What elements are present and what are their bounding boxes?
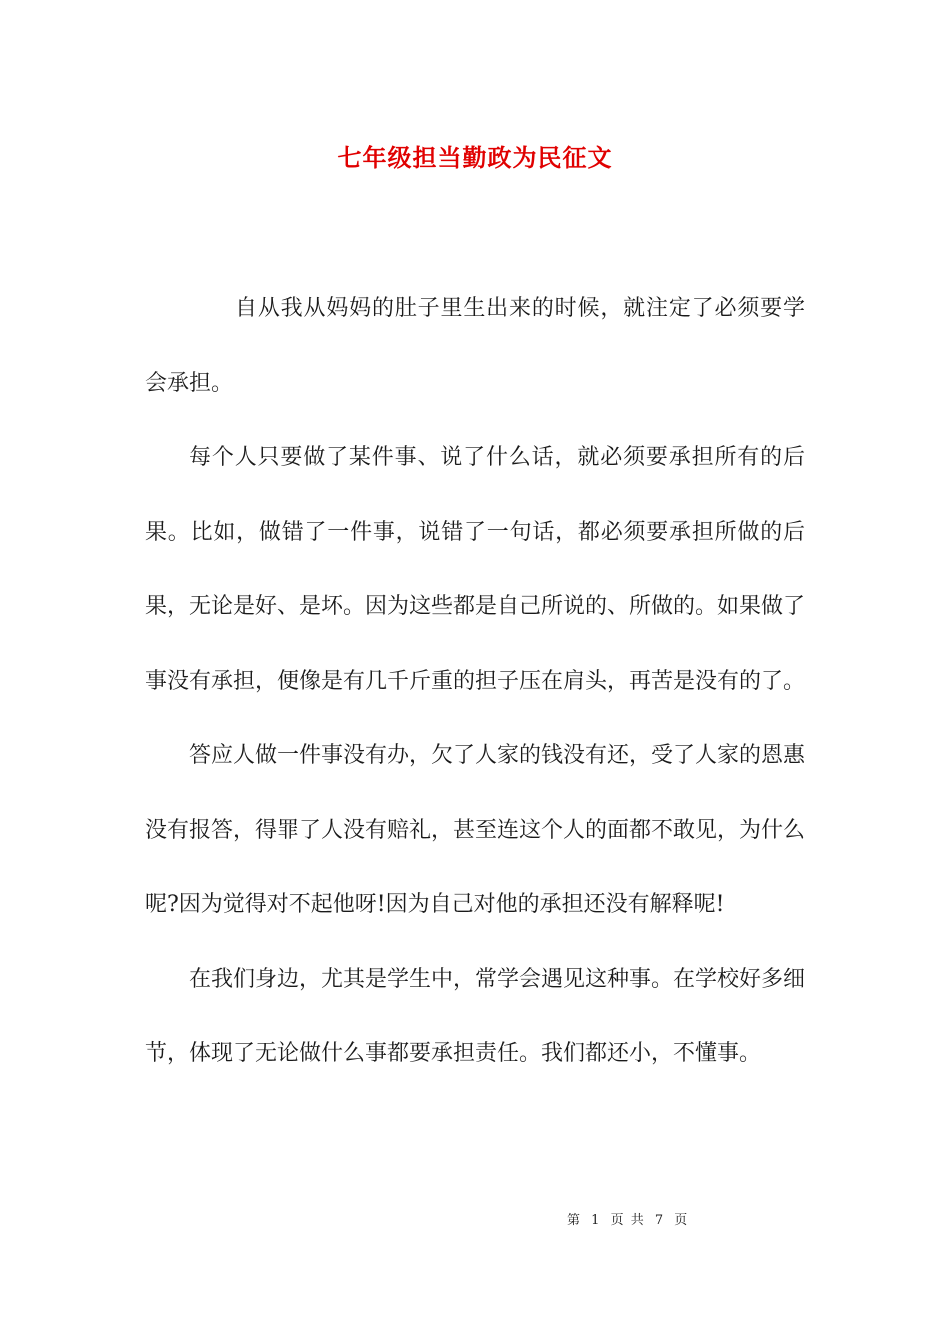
footer-middle: 页 共 bbox=[610, 1213, 644, 1228]
page-number-footer bbox=[565, 1209, 689, 1228]
footer-current-page: 1 bbox=[591, 1213, 600, 1228]
paragraph-3: 答应人做一件事没有办，欠了人家的钱没有还，受了人家的恩惠没有报答，得罪了人没有赔礼，甚至连这个人的面都不敢见，为什么呢?因为觉得对不起他呀!因为自己对他的承担还没有解释呢! bbox=[145, 743, 806, 917]
document-body bbox=[145, 272, 805, 1092]
paragraph-2: 每个人只要做了某件事、说了什么话，就必须要承担所有的后果。比如，做错了一件事，说错了一句话，都必须要承担所做的后果，无论是好、是坏。因为这些都是自己所说的、所做的。如果做了事没有承担，便像是有几千斤重的担子压在肩头，再苦是没有的了。 bbox=[145, 445, 806, 694]
footer-total-pages: 7 bbox=[654, 1213, 664, 1228]
paragraph-1: 自从我从妈妈的肚子里生出来的时候，就注定了必须要学会承担。 bbox=[145, 296, 805, 396]
footer-suffix: 页 bbox=[674, 1213, 688, 1228]
paragraph-4: 在我们身边，尤其是学生中，常学会遇见这种事。在学校好多细节，体现了无论做什么事都要承担责任。我们都还小，不懂事。 bbox=[145, 966, 806, 1066]
document-title: 七年级担当勤政为民征文 bbox=[337, 143, 613, 172]
footer-prefix: 第 bbox=[567, 1213, 581, 1228]
